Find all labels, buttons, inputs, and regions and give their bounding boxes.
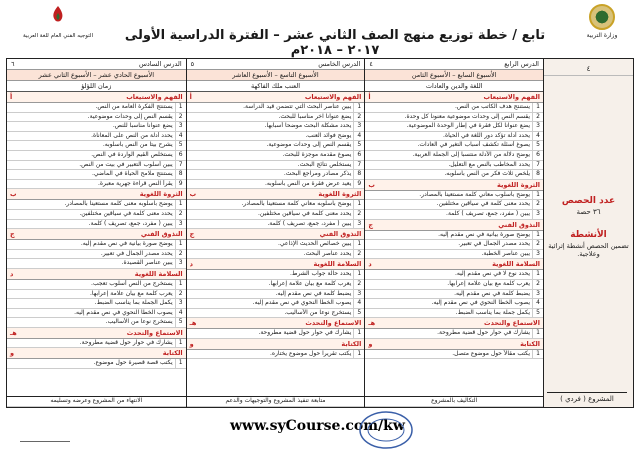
row-number: 2 bbox=[532, 240, 543, 249]
row-text: يصوب الخطأ النحوي في نص مقدم إليه. bbox=[431, 299, 530, 307]
row-text: يكتب قصة قصيرة حول موضوع. bbox=[93, 359, 173, 367]
table-row bbox=[7, 318, 186, 328]
row-number: 5 bbox=[175, 318, 186, 327]
table-row bbox=[7, 113, 186, 123]
row-number: 3 bbox=[532, 210, 543, 219]
row-text: يعرب كلمة مع بيان علامة إعرابها. bbox=[268, 279, 352, 287]
row-number: 5 bbox=[532, 141, 543, 150]
row-text: يوضح بأسلوبه معاني كلمة مستعيناً بالمصادر. bbox=[241, 200, 352, 208]
row-text: يستنتج ملامح الحياة في الماضي. bbox=[92, 170, 173, 178]
table-row bbox=[7, 170, 186, 180]
lesson-title: الدرس السادس bbox=[138, 60, 182, 68]
lesson-header bbox=[187, 59, 365, 70]
row-number: 1 bbox=[353, 200, 364, 209]
table-row bbox=[7, 210, 186, 220]
table-row bbox=[187, 299, 365, 309]
page-header bbox=[0, 0, 640, 58]
table-row bbox=[7, 122, 186, 132]
row-text: يعرب كلمة مع بيان علامة إعرابها. bbox=[447, 279, 530, 287]
skill-section-header bbox=[7, 328, 186, 339]
guidance-stamp-icon bbox=[358, 410, 414, 450]
lesson-footer-row bbox=[187, 396, 365, 407]
lesson-header bbox=[365, 59, 543, 70]
skill-section-code: ب bbox=[368, 180, 375, 189]
row-number: 3 bbox=[532, 290, 543, 299]
row-text: يعرب كلمة مع بيان علامة إعرابها. bbox=[89, 289, 173, 297]
row-number: 8 bbox=[532, 170, 543, 179]
skill-section-header bbox=[365, 318, 543, 329]
row-number: 5 bbox=[532, 309, 543, 318]
lesson-theme: زمان اللؤلؤ bbox=[7, 81, 186, 92]
skill-section-code: هـ bbox=[368, 319, 376, 328]
lesson-column bbox=[7, 59, 186, 407]
table-row bbox=[187, 280, 365, 290]
page-footer bbox=[0, 410, 640, 453]
table-row bbox=[365, 103, 543, 113]
row-text: يوضح بأسلوب معاني كلمة مستعيناً بالمصادر. bbox=[419, 190, 530, 198]
skill-section-label: السلامة اللغوية bbox=[313, 260, 362, 269]
row-number: 8 bbox=[353, 170, 364, 179]
row-number: 1 bbox=[353, 270, 364, 279]
row-text: يحدد أدلة تؤكد دور اللغة في الحياة. bbox=[443, 131, 530, 139]
skill-section-label: الكتابة bbox=[162, 349, 183, 358]
row-text: يشرح بيتاً من النص بأسلوبه. bbox=[102, 141, 173, 149]
table-row bbox=[365, 151, 543, 161]
table-row bbox=[187, 210, 365, 220]
row-number: 1 bbox=[353, 103, 364, 112]
row-text: يستنتج هدف الكاتب من النص. bbox=[454, 103, 530, 110]
table-row bbox=[7, 280, 186, 290]
row-text: يوضح صورة بيانية في نص مقدم إليه. bbox=[438, 230, 530, 238]
skill-section-code: و bbox=[10, 349, 15, 358]
row-text: يحدد مشكلة البحث موضحاً أسبابها. bbox=[264, 122, 352, 130]
skill-section-code: أ bbox=[189, 93, 192, 101]
unit-number: ٤ bbox=[544, 63, 633, 76]
row-number: 5 bbox=[175, 141, 186, 150]
lesson-title: الدرس الرابع bbox=[504, 60, 539, 68]
table-row bbox=[187, 290, 365, 300]
lesson-number: ٦ bbox=[11, 60, 15, 68]
table-row bbox=[187, 161, 365, 171]
skill-section-code: ب bbox=[189, 190, 197, 199]
row-text: يستخرج من النص أسلوب تعجب. bbox=[91, 279, 173, 287]
table-row bbox=[187, 113, 365, 123]
skill-section-header bbox=[365, 92, 543, 103]
skill-section-header bbox=[365, 339, 543, 350]
lesson-footer-row bbox=[7, 396, 186, 407]
skill-section-label: السلامة اللغوية bbox=[134, 269, 183, 278]
table-row bbox=[7, 250, 186, 260]
skill-section-label: الاستماع والتحدث bbox=[305, 319, 362, 328]
skill-section-label: التذوق الفني bbox=[319, 230, 362, 239]
table-row bbox=[365, 329, 543, 339]
skill-section-label: السلامة اللغوية bbox=[492, 260, 540, 269]
skill-section-header bbox=[7, 92, 186, 103]
lesson-weeks: الأسبوع السابع – الأسبوع الثامن bbox=[365, 70, 543, 81]
activities-text: تضمين الحصص أنشطة إثرائية وعلاجية. bbox=[548, 242, 629, 258]
row-text: يستخلص نتائج البحث. bbox=[297, 160, 352, 168]
skill-section-code: أ bbox=[10, 93, 13, 101]
lesson-number: ٥ bbox=[190, 60, 195, 68]
row-text: يذكر مصادر ومراجع البحث. bbox=[283, 170, 352, 178]
row-number: 1 bbox=[175, 359, 186, 368]
row-text: يصوغ مقدمة موجزة للبحث. bbox=[282, 150, 352, 158]
table-row bbox=[365, 170, 543, 180]
row-number: 3 bbox=[175, 220, 186, 229]
row-number: 1 bbox=[353, 240, 364, 249]
row-number: 1 bbox=[532, 270, 543, 279]
row-text: يضع عنواناً مناسباً للنص. bbox=[112, 122, 173, 130]
table-row bbox=[365, 161, 543, 171]
row-number: 1 bbox=[353, 329, 364, 338]
row-text: يحدد عناصر البحث. bbox=[303, 249, 352, 257]
skill-section-header bbox=[187, 318, 365, 329]
skill-section-label: الفهم والاستيعاب bbox=[126, 93, 183, 101]
row-text: يصوغ أسئلة تكشف أسباب التغير في العادات. bbox=[417, 141, 530, 149]
row-number: 1 bbox=[532, 103, 543, 112]
skill-section-code: د bbox=[189, 260, 194, 269]
row-text: يوضح بأسلوبه معنى كلمة مستعيناً بالمصادر. bbox=[64, 200, 173, 208]
skill-section-header bbox=[187, 229, 365, 240]
table-row bbox=[7, 180, 186, 190]
skill-section-label: الكتابة bbox=[520, 339, 540, 348]
skill-section-header bbox=[187, 92, 365, 103]
lesson-column bbox=[364, 59, 543, 407]
row-number: 2 bbox=[353, 250, 364, 259]
row-number: 8 bbox=[175, 170, 186, 179]
lesson-count-value: ٣٦ حصة bbox=[576, 208, 601, 216]
row-text: يقرأ النص قراءة جهرية معبرة. bbox=[97, 179, 173, 187]
table-row bbox=[7, 339, 186, 349]
lesson-weeks: الأسبوع التاسع – الأسبوع العاشر bbox=[187, 70, 365, 81]
lesson-footer-text: الانتهاء من المشروع وعرضه وتسليمه bbox=[50, 397, 143, 405]
row-number: 5 bbox=[353, 141, 364, 150]
table-row bbox=[7, 309, 186, 319]
table-row bbox=[187, 170, 365, 180]
row-text: يشارك في حوار حول قضية مطروحة. bbox=[79, 338, 173, 346]
row-number: 4 bbox=[532, 132, 543, 141]
row-number: 2 bbox=[532, 200, 543, 209]
row-text: يبين ( مفرد، جمع، تصريف ) كلمة. bbox=[88, 219, 173, 227]
row-number: 2 bbox=[353, 113, 364, 122]
row-text: يحدد مصدر الجمال في تعبير. bbox=[100, 249, 173, 257]
row-text: يحدد مصدر الجمال في تعبير. bbox=[458, 240, 530, 248]
row-number: 5 bbox=[353, 309, 364, 318]
row-text: يوضح فوائد العنب. bbox=[305, 131, 352, 139]
row-number: 2 bbox=[353, 210, 364, 219]
row-number: 1 bbox=[532, 191, 543, 200]
row-number: 1 bbox=[175, 240, 186, 249]
row-text: يقسم النص إلى وحدات موضوعية معنوناً كل وحدة. bbox=[404, 112, 530, 120]
skill-section-label: الاستماع والتحدث bbox=[484, 319, 540, 328]
row-number: 2 bbox=[175, 250, 186, 259]
lesson-count-label: عدد الحصص bbox=[561, 196, 616, 206]
row-number: 6 bbox=[175, 151, 186, 160]
table-row bbox=[365, 122, 543, 132]
row-text: يصوب الخطأ النحوي في نص مقدم إليه. bbox=[252, 299, 352, 307]
table-row bbox=[7, 161, 186, 171]
row-number: 3 bbox=[532, 122, 543, 131]
row-number: 1 bbox=[175, 280, 186, 289]
row-number: 1 bbox=[532, 329, 543, 338]
row-text: يستخرج نوعاً من الأساليب. bbox=[284, 308, 352, 316]
row-text: يشارك في حوار حول قضية مطروحة. bbox=[258, 329, 352, 337]
row-text: يضع عنواناً لكل فقرة في إطار الوحدة الموضوعية. bbox=[406, 122, 530, 130]
row-number: 1 bbox=[353, 350, 364, 359]
skill-section-code: أ bbox=[368, 93, 371, 101]
skill-section-code: هـ bbox=[189, 319, 197, 328]
row-text: يبين ( مفرد، جمع، تصريف ) كلمة. bbox=[267, 219, 352, 227]
table-row bbox=[365, 309, 543, 319]
table-row bbox=[187, 141, 365, 151]
row-text: يشارك في حوار حول قضية مطروحة. bbox=[437, 329, 530, 337]
guidance-block bbox=[10, 4, 106, 39]
table-row bbox=[187, 270, 365, 280]
row-number: 9 bbox=[175, 180, 186, 189]
table-row bbox=[365, 270, 543, 280]
row-number: 2 bbox=[532, 113, 543, 122]
skill-section-code: ج bbox=[189, 230, 195, 239]
row-number: 4 bbox=[353, 132, 364, 141]
row-text: يلخص ثلاث فكر من النص بأسلوبه. bbox=[444, 170, 530, 178]
row-number: 6 bbox=[532, 151, 543, 160]
ministry-block bbox=[572, 4, 632, 39]
skill-section-code: هـ bbox=[10, 328, 17, 337]
skill-section-header bbox=[365, 180, 543, 191]
table-row bbox=[187, 309, 365, 319]
table-row bbox=[365, 280, 543, 290]
table-row bbox=[7, 290, 186, 300]
skill-section-header bbox=[7, 269, 186, 280]
lesson-footer-text: متابعة تنفيذ المشروع والتوجيهات والدعم bbox=[225, 397, 326, 405]
table-row bbox=[7, 359, 186, 369]
row-number: 3 bbox=[532, 250, 543, 259]
table-row bbox=[187, 132, 365, 142]
flame-logo-icon bbox=[47, 4, 69, 28]
lesson-header bbox=[7, 59, 186, 70]
row-number: 2 bbox=[532, 280, 543, 289]
row-text: يستخرج نوعاً من الأساليب. bbox=[105, 318, 173, 326]
project-label: المشروع ( فردي ) bbox=[547, 392, 627, 403]
skill-section-code: و bbox=[368, 339, 373, 348]
lesson-column bbox=[186, 59, 365, 407]
row-number: 1 bbox=[175, 339, 186, 348]
row-text: يبين أسلوب التعبير في بيت من النص. bbox=[79, 160, 173, 168]
table-row bbox=[7, 151, 186, 161]
guidance-name: التوجيه الفني العام للغة العربية bbox=[22, 33, 93, 39]
site-url[interactable]: www.syCourse.com/kw bbox=[230, 418, 405, 434]
skill-section-label: الفهم والاستيعاب bbox=[483, 93, 540, 101]
row-text: يضبط كلمة في نص مقدم إليه. bbox=[275, 289, 352, 297]
row-text: يبين عناصر الخطبة. bbox=[481, 249, 530, 257]
skill-section-label: التذوق الفني bbox=[498, 220, 540, 229]
table-row bbox=[365, 132, 543, 142]
table-row bbox=[365, 240, 543, 250]
lesson-number: ٤ bbox=[369, 60, 373, 68]
row-text: يكتب تقريراً حول موضوع يختاره. bbox=[269, 349, 352, 357]
row-text: يستخلص القيم الواردة في النص. bbox=[91, 150, 173, 158]
row-number: 7 bbox=[532, 161, 543, 170]
table-row bbox=[187, 250, 365, 260]
table-row bbox=[187, 220, 365, 230]
kuwait-emblem-icon bbox=[589, 4, 615, 30]
row-text: يبين عناصر القصيدة. bbox=[121, 259, 173, 267]
table-row bbox=[365, 141, 543, 151]
row-text: يضع عنواناً آخر مناسباً للبحث. bbox=[278, 112, 352, 120]
row-text: يبين خصائص الحديث الإذاعي. bbox=[278, 240, 352, 248]
row-text: يعيد عرض فقرة من النص بأسلوبه. bbox=[264, 179, 352, 187]
row-text: يبين عناصر البحث التي تتضمن قيد الدراسة. bbox=[243, 103, 352, 110]
lesson-footer-row bbox=[365, 396, 543, 407]
row-number: 3 bbox=[353, 122, 364, 131]
table-row bbox=[365, 299, 543, 309]
skill-section-code: د bbox=[10, 269, 14, 278]
row-text: يحدد أدلة من النص على المعاناة. bbox=[91, 131, 173, 139]
table-row bbox=[187, 329, 365, 339]
lesson-footer-text: التكاليف بالمشروع bbox=[431, 397, 478, 405]
skill-section-header bbox=[365, 220, 543, 231]
table-row bbox=[365, 290, 543, 300]
skill-section-label: الثروة اللغوية bbox=[318, 190, 362, 199]
row-number: 4 bbox=[175, 132, 186, 141]
signature-icon bbox=[20, 424, 70, 442]
skill-section-header bbox=[187, 259, 365, 270]
skill-section-code: و bbox=[189, 339, 194, 348]
activities-label: الأنشطة bbox=[570, 230, 607, 240]
ministry-name: وزارة التربية bbox=[586, 32, 618, 39]
row-number: 3 bbox=[353, 220, 364, 229]
row-number: 7 bbox=[175, 161, 186, 170]
skill-section-header bbox=[7, 348, 186, 359]
table-row bbox=[365, 200, 543, 210]
skill-section-code: ج bbox=[10, 230, 15, 239]
skill-section-label: الكتابة bbox=[341, 339, 362, 348]
row-number: 2 bbox=[353, 280, 364, 289]
row-number: 3 bbox=[353, 290, 364, 299]
row-text: يحدد معنى كلمة في سياقين مختلفين. bbox=[436, 200, 530, 208]
row-text: يحدد معنى كلمة في سياقين مختلفين. bbox=[258, 209, 352, 217]
row-number: 4 bbox=[353, 299, 364, 308]
table-row bbox=[187, 122, 365, 132]
row-text: يستنتج الفكرة العامة من النص. bbox=[95, 103, 173, 110]
skill-section-header bbox=[187, 189, 365, 200]
row-number: 1 bbox=[175, 200, 186, 209]
table-row bbox=[187, 151, 365, 161]
row-number: 4 bbox=[532, 299, 543, 308]
skill-section-header bbox=[7, 229, 186, 240]
lesson-title: الدرس الخامس bbox=[318, 60, 361, 68]
row-number: 3 bbox=[175, 122, 186, 131]
table-row bbox=[365, 191, 543, 201]
page-title: تابع / خطة توزيع منهج الصف الثاني عشر – الفترة الدراسية الأولى ٢٠١٧ – ٢٠١٨م bbox=[124, 28, 546, 58]
row-text: يوضح دلالة من الأدلة منتسباً إلى الجملة العربية. bbox=[412, 150, 530, 158]
row-text: يكمل الجملة بما يناسب الضبط. bbox=[94, 299, 173, 307]
skill-section-header bbox=[7, 189, 186, 200]
row-text: يبين ( مفرد، جمع، تصريف ) كلمة. bbox=[446, 209, 530, 217]
table-row bbox=[365, 231, 543, 241]
side-panel bbox=[543, 59, 633, 407]
row-number: 6 bbox=[353, 151, 364, 160]
row-text: يقسم النص إلى وحدات موضوعية. bbox=[266, 141, 352, 149]
table-row bbox=[7, 200, 186, 210]
row-text: يصوب الخطأ النحوي في نص مقدم إليه. bbox=[74, 308, 173, 316]
row-number: 1 bbox=[532, 231, 543, 240]
table-row bbox=[187, 103, 365, 113]
row-text: يحدد معنى كلمة في سياقين مختلفين. bbox=[79, 209, 173, 217]
row-text: يقسم النص إلى وحدات موضوعية. bbox=[87, 112, 173, 120]
lesson-weeks: الأسبوع الحادي عشر – الأسبوع الثاني عشر bbox=[7, 70, 186, 81]
table-row bbox=[365, 113, 543, 123]
table-row bbox=[365, 250, 543, 260]
row-number: 1 bbox=[175, 103, 186, 112]
row-text: يكتب مقالاً حول موضوع متصل. bbox=[452, 349, 530, 357]
row-number: 3 bbox=[175, 299, 186, 308]
lesson-theme: اللغة والدين والعادات bbox=[365, 81, 543, 92]
table-row bbox=[7, 132, 186, 142]
row-number: 9 bbox=[353, 180, 364, 189]
skill-section-code: ب bbox=[10, 190, 17, 199]
table-row bbox=[187, 240, 365, 250]
plan-table bbox=[6, 58, 634, 408]
row-number: 4 bbox=[175, 309, 186, 318]
skill-section-label: الثروة اللغوية bbox=[139, 190, 183, 199]
row-text: يضبط كلمة في نص مقدم إليه. bbox=[454, 289, 530, 297]
skill-section-label: الفهم والاستيعاب bbox=[304, 93, 362, 101]
row-text: يكمل جملة بما يناسب الضبط. bbox=[455, 308, 530, 316]
row-text: يحدد المخاطب بالنص مع التعليل. bbox=[448, 160, 530, 168]
row-text: يحدد نوع لا في نص مقدم إليه. bbox=[454, 270, 530, 278]
skill-section-label: التذوق الفني bbox=[140, 230, 183, 239]
row-text: يحدد حالة جواب الشرط. bbox=[289, 270, 352, 278]
row-number: 7 bbox=[353, 161, 364, 170]
table-row bbox=[365, 350, 543, 360]
table-row bbox=[7, 240, 186, 250]
table-row bbox=[187, 200, 365, 210]
table-row bbox=[187, 350, 365, 360]
skill-section-header bbox=[365, 259, 543, 270]
skill-section-code: د bbox=[368, 260, 372, 269]
row-number: 2 bbox=[175, 113, 186, 122]
table-row bbox=[187, 180, 365, 190]
skill-section-code: ج bbox=[368, 220, 374, 229]
row-number: 2 bbox=[175, 290, 186, 299]
skill-section-label: الاستماع والتحدث bbox=[126, 328, 183, 337]
row-number: 1 bbox=[532, 350, 543, 359]
table-row bbox=[7, 103, 186, 113]
skill-section-label: الثروة اللغوية bbox=[497, 180, 540, 189]
table-row bbox=[7, 259, 186, 269]
row-number: 3 bbox=[175, 259, 186, 268]
table-row bbox=[7, 299, 186, 309]
row-text: يوضح صورة بيانية في نص مقدم إليه. bbox=[80, 240, 173, 248]
lesson-theme: العنب ملك الفاكهة bbox=[187, 81, 365, 92]
table-row bbox=[365, 210, 543, 220]
table-row bbox=[7, 220, 186, 230]
skill-section-header bbox=[187, 339, 365, 350]
row-number: 2 bbox=[175, 210, 186, 219]
table-row bbox=[7, 141, 186, 151]
